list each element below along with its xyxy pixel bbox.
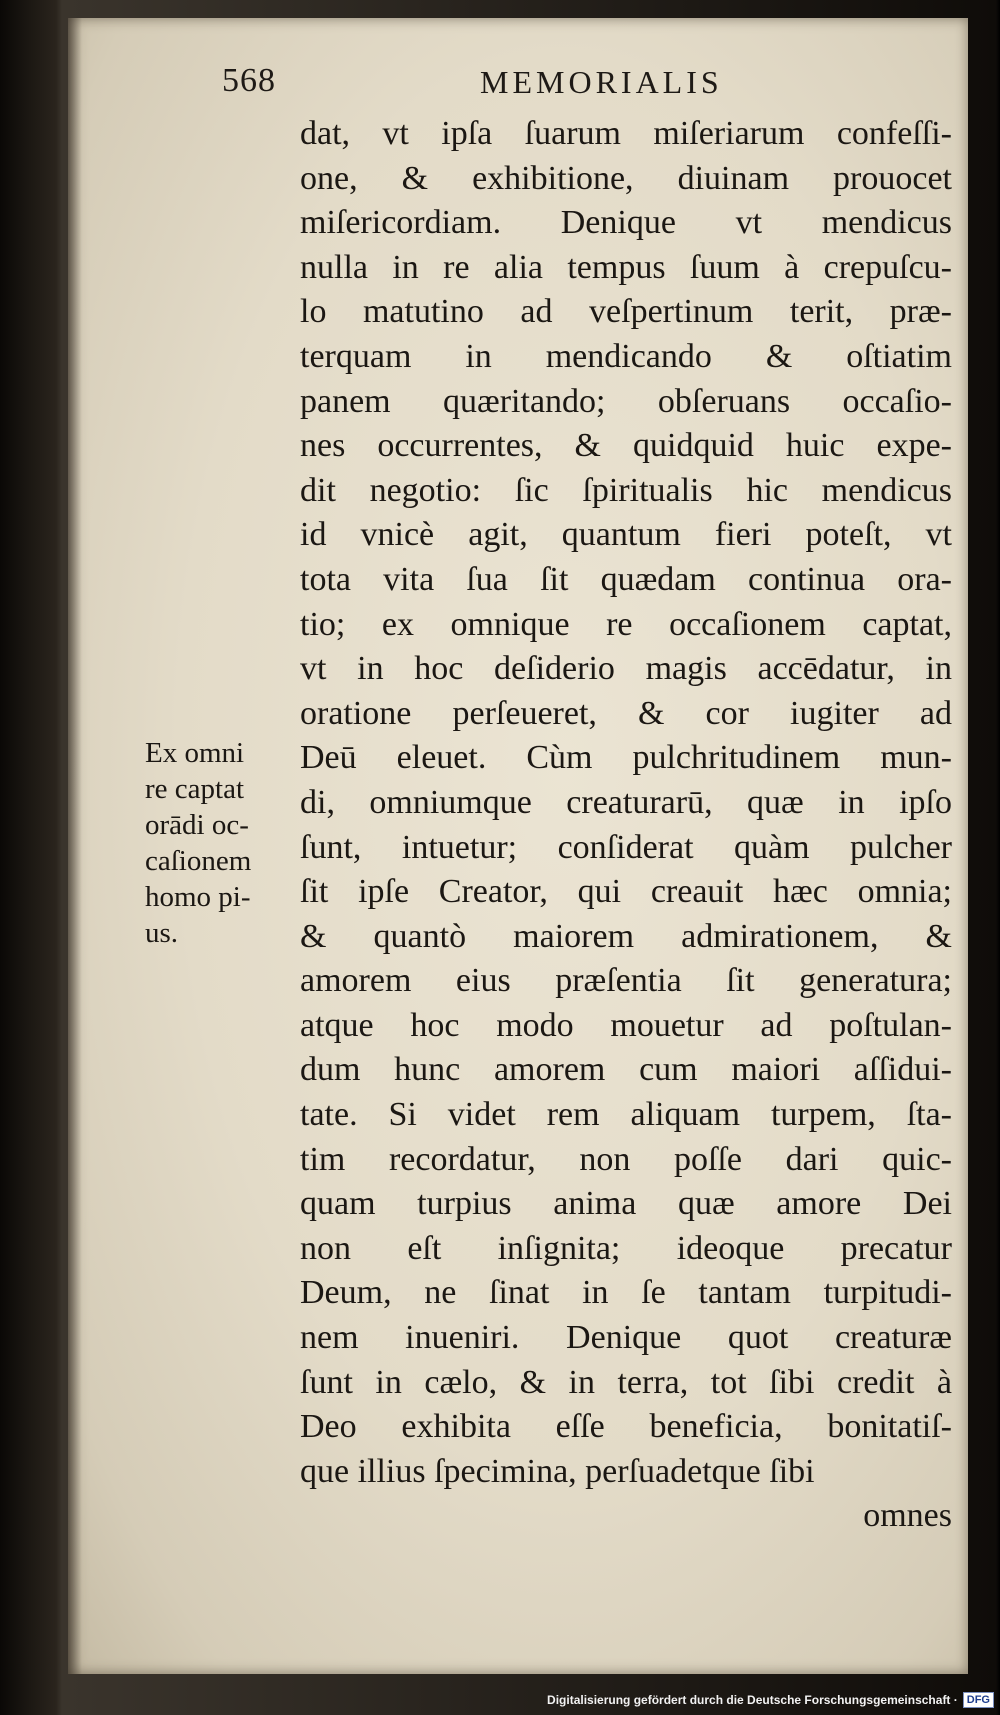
- text-line: que illius ſpecimina, perſuadetque ſibi: [300, 1452, 815, 1490]
- text-line: ſunt, intuetur; conſiderat quàm pulcher: [300, 828, 952, 866]
- text-line: tate. Si videt rem aliquam turpem, ſta-: [300, 1096, 952, 1134]
- dfg-logo: DFG: [963, 1692, 994, 1708]
- catchword: omnes: [863, 1497, 952, 1535]
- text-line: Deum, ne ſinat in ſe tantam turpitudi-: [300, 1274, 952, 1312]
- text-line: ſit ipſe Creator, qui creauit hæc omnia;: [300, 873, 952, 911]
- text-line: miſericordiam. Denique vt mendicus: [300, 204, 952, 242]
- text-line: panem quæritando; obſeruans occaſio-: [300, 382, 952, 420]
- text-line: lo matutino ad veſpertinum terit, præ-: [300, 293, 952, 331]
- marginal-line: Ex omni: [145, 737, 245, 769]
- marginal-line: us.: [145, 917, 179, 949]
- running-head: MEMORIALIS: [480, 64, 723, 100]
- text-line: tim recordatur, non poſſe dari quic-: [300, 1140, 952, 1178]
- text-line: di, omniumque creaturarū, quæ in ipſo: [300, 783, 952, 821]
- marginal-line: homo pi-: [145, 881, 251, 913]
- text-line: tio; ex omnique re occaſionem captat,: [300, 605, 952, 643]
- marginal-line: caſionem: [145, 845, 252, 877]
- text-line: nes occurrentes, & quidquid huic expe-: [300, 427, 952, 465]
- text-line: non eſt inſignita; ideoque precatur: [300, 1229, 952, 1267]
- text-line: one, & exhibitione, diuinam prouocet: [300, 159, 952, 197]
- body-text: [300, 112, 952, 1539]
- text-line: atque hoc modo mouetur ad poſtulan-: [300, 1006, 952, 1044]
- text-line: id vnicè agit, quantum fieri poteſt, vt: [300, 516, 952, 554]
- text-line: nem inueniri. Denique quot creaturæ: [300, 1319, 952, 1357]
- text-line: amorem eius præſentia ſit generatura;: [300, 962, 952, 1000]
- text-line: oratione perſeueret, & cor iugiter ad: [300, 694, 952, 732]
- text-line: dum hunc amorem cum maiori aſſidui-: [300, 1051, 952, 1089]
- marginal-line: re captat: [145, 773, 245, 805]
- text-line: dit negotio: ſic ſpiritualis hic mendicus: [300, 471, 952, 509]
- page-number: 568: [222, 62, 276, 99]
- marginal-line: orādi oc-: [145, 809, 249, 841]
- text-line: terquam in mendicando & oſtiatim: [300, 337, 952, 375]
- digitization-credit: [547, 1691, 994, 1709]
- text-line: quam turpius anima quæ amore Dei: [300, 1185, 952, 1223]
- page-gutter-shadow: [68, 18, 82, 1674]
- text-line: tota vita ſua ſit quædam continua ora-: [300, 560, 952, 598]
- marginal-note: [145, 735, 295, 951]
- text-line: dat, vt ipſa ſuarum miſeriarum confeſſi-: [300, 115, 952, 152]
- credit-text: Digitalisierung gefördert durch die Deutsche Forschungsgemeinschaft ·: [547, 1693, 958, 1707]
- text-line: Deo exhibita eſſe beneficia, bonitatiſ-: [300, 1408, 952, 1446]
- text-line: & quantò maiorem admirationem, &: [300, 917, 952, 955]
- text-line: ſunt in cælo, & in terra, tot ſibi credit à: [300, 1363, 952, 1401]
- page-header: [0, 62, 1000, 112]
- text-line: vt in hoc deſiderio magis accēdatur, in: [300, 650, 952, 688]
- text-line: Deū eleuet. Cùm pulchritudinem mun-: [300, 739, 952, 777]
- text-line: nulla in re alia tempus ſuum à crepuſcu-: [300, 248, 952, 286]
